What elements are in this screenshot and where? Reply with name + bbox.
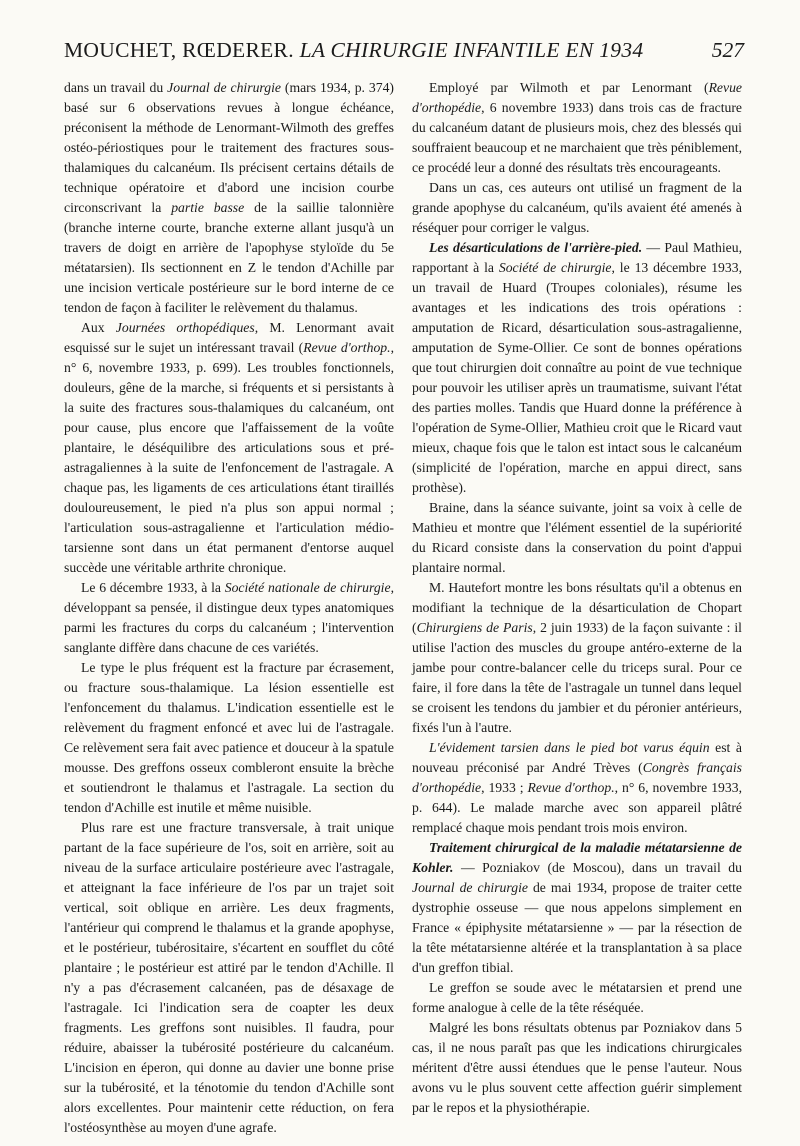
paragraph-text: , n° 6, novembre 1933, p. 699). Les troubles fonctionnels, douleurs, gêne de la marche, si fréquents et si persistants à la suite des fractures sous-thalamiques du calcanéum, ont pour cause, plus encore que l'affaissement de la voûte plantaire, le déséquilibre des articulations sous et pré-astragaliennes à la suite de l'enfoncement de l'astragale. A chaque pas, les ligaments de ces articulations étant tiraillés douloureusement, le pied n'a plus son appui normal ; l'articulation sous-astragalienne et l'articulation médio-tarsienne sont dans un état permanent d'entorse auquel succède une véritable arthrite chronique. [64,340,394,575]
page-number: 527 [711,38,744,62]
paragraph: Braine, dans la séance suivante, joint sa voix à celle de Mathieu et montre que l'élément essentiel de la supériorité du Ricard consiste dans la conservation du point d'appui plantaire normal. [412,500,742,575]
right-column [412,78,742,1118]
paragraph-text: , M. Lenormant avait esquissé sur le sujet un intéressant travail ( [64,320,394,355]
society-name: Société nationale de chirurgie [224,580,391,595]
running-title [64,38,643,63]
paragraph [412,738,742,838]
paragraph-text: — Pozniakov (de Moscou), dans un travail du [453,860,742,875]
paragraph-text: (mars 1934, p. 374) basé sur 6 observations revues à longue échéance, préconisent la méthode de Lenormant-Wilmoth des greffes ostéo-périostiques pour le traitement des fractures sous-thalamiques du calcanéum. Ils précisent certains détails de technique opératoire et d'abord une incision courbe circonscrivant la [64,80,394,215]
emphasis: L'évidement tarsien dans le pied bot varus équin [429,740,710,755]
paragraph [64,78,394,318]
paragraph-text: Le 6 décembre 1933, à la [81,580,225,595]
paragraph-text: Aux [81,320,116,335]
journal-title: Journées orthopédiques [115,320,255,335]
paragraph-text: de mai 1934, propose de traiter cette dystrophie osseuse — que nous appelons simplement en France « épiphysite métatarsienne » — par la résection de la tête métatarsienne altérée et la transplantation à sa place d'un greffon tibial. [412,880,742,975]
left-column [64,78,394,1138]
paragraph-text: , 2 juin 1933) de la façon suivante : il utilise l'action des muscles du groupe antéro-externe de la jambe pour contre-balancer celle du triceps sural. Pour ce faire, il fore dans la tête de l'astragale un tunnel dans lequel se croisent les tendons du jambier et du péronier antérieurs, fixés l'un à l'autre. [412,620,742,735]
running-header [64,38,744,72]
section-heading: Les désarticulations de l'arrière-pied. [429,240,643,255]
paragraph-text: , développant sa pensée, il distingue deux types anatomiques parmi les fractures du corps du calcanéum ; l'intervention sanglante diffère dans chacune de ces variétés. [64,580,394,655]
paragraph-text: , le 13 décembre 1933, un travail de Huard (Troupes coloniales), résume les avantages et les indications des trois opérations : amputation de Ricard, désarticulation sous-astragalienne, amputation de Syme-Ollier. Ce sont de bonnes opérations que tout chirurgien doit connaître au point de vue technique pour pouvoir les utiliser après un traumatisme, suivant l'état des parties molles. Tandis que Huard donne la préférence à l'opération de Syme-Ollier, Mathieu croit que le Ricard vaut mieux, chaque fois que le talon est intact sous le calcanéum (simplicité de l'opération, marche en appui direct, sans prothèse). [412,260,743,495]
paragraph-text: , n° 6, novembre 1933, p. 644). Le malade marche avec son appareil plâtré remplacé chaque mois pendant trois mois environ. [412,780,742,835]
paragraph-text: de la saillie talonnière (branche interne courte, branche externe allant jusqu'à un travers de doigt en arrière de l'apophyse styloïde du 5e métatarsien). Ils sectionnent en Z le tendon d'Achille par une incision verticale postérieure sur le bord interne de ce tendon de façon à faciliter le relèvement du thalamus. [64,200,394,315]
paragraph-text: Employé par Wilmoth et par Lenormant ( [429,80,709,95]
emphasis: partie basse [171,200,245,215]
running-title-topic: LA CHIRURGIE INFANTILE EN 1934 [299,38,644,62]
paragraph: Dans un cas, ces auteurs ont utilisé un fragment de la grande apophyse du calcanéum, qu'ils avaient été amenés à réséquer pour corriger le valgus. [412,180,742,235]
paragraph-text: dans un travail du [64,80,168,95]
paragraph [412,78,742,178]
journal-title: Journal de chirurgie [412,880,528,895]
paragraph [412,838,742,978]
journal-title: Congrès français d'orthopédie [412,760,742,795]
society-name: Société de chirurgie [498,260,612,275]
paragraph: Le greffon se soude avec le métatarsien et prend une forme analogue à celle de la tête réséquée. [412,980,742,1015]
paragraph [64,318,394,578]
paragraph [64,578,394,658]
paragraph-text: — Paul Mathieu, rapportant à la [412,240,743,275]
section-heading: Traitement chirurgical de la maladie métatarsienne de Kohler. [412,840,742,875]
journal-title: Revue d'orthopédie [412,80,742,115]
journal-title: Revue d'orthop. [303,340,391,355]
paragraph: Plus rare est une fracture transversale, à trait unique partant de la face supérieure de l'os, soit en arrière, soit au niveau de la surface articulaire postérieure avec l'astragale, et atteignant la face inférieure de l'os par un trajet soit vertical, soit oblique en arrière. Les deux fragments, l'antérieur qui comprend le thalamus et la grande apophyse, et le postérieur, tubérositaire, s'écartent en soufflet du côté plantaire ; le postérieur est attiré par le tendon d'Achille. Il n'y a pas d'écrasement calcanéen, pas de désaxage de l'astragale. Ici l'indication sera de coapter les deux fragments. Les greffons sont nuisibles. Il faudra, pour réduire, abaisser la tubérosité postérieure du calcanéum. L'incision en éperon, qui donne au davier une bonne prise sur la tubérosité, et la ténotomie du tendon d'Achille sont alors excellentes. Pour maintenir cette réduction, on fera l'ostéosynthèse au moyen d'une agrafe. [64,820,394,1135]
journal-title: Journal de chirurgie [167,80,281,95]
journal-title: Revue d'orthop. [527,780,615,795]
paragraph-text: , 6 novembre 1933) dans trois cas de fracture du calcanéum datant de plusieurs mois, chez des blessés qui souffraient beaucoup et ne marchaient que très péniblement, ce procédé leur a donné des résultats très encourageants. [412,100,742,175]
paragraph: Le type le plus fréquent est la fracture par écrasement, ou fracture sous-thalamique. La lésion essentielle est l'enfoncement du thalamus. L'indication essentielle est le relèvement du fragment enfoncé et avec lui de l'astragale. Ce relèvement sera fait avec patience et douceur à la spatule mousse. Des greffons osseux combleront ensuite la brèche et soutiendront le thalamus et l'astragale. La section du tendon d'Achille est inutile et même nuisible. [64,660,394,815]
paragraph-text: est à nouveau préconisé par André Trèves ( [412,740,742,775]
journal-title: Chirurgiens de Paris [416,620,533,635]
running-title-authors: MOUCHET, RŒDERER. [64,38,294,62]
paragraph [412,578,742,738]
paragraph-text: M. Hautefort montre les bons résultats qu'il a obtenus en modifiant la technique de la désarticulation de Chopart ( [412,580,742,635]
paragraph: Malgré les bons résultats obtenus par Pozniakov dans 5 cas, il ne nous paraît pas que les indications chirurgicales méritent d'être aussi étendues que le pense l'auteur. Nous avons vu le plus souvent cette affection guérir simplement par le repos et la physiothérapie. [412,1020,742,1115]
paragraph-text: , 1933 ; [481,780,528,795]
paragraph [412,238,742,498]
